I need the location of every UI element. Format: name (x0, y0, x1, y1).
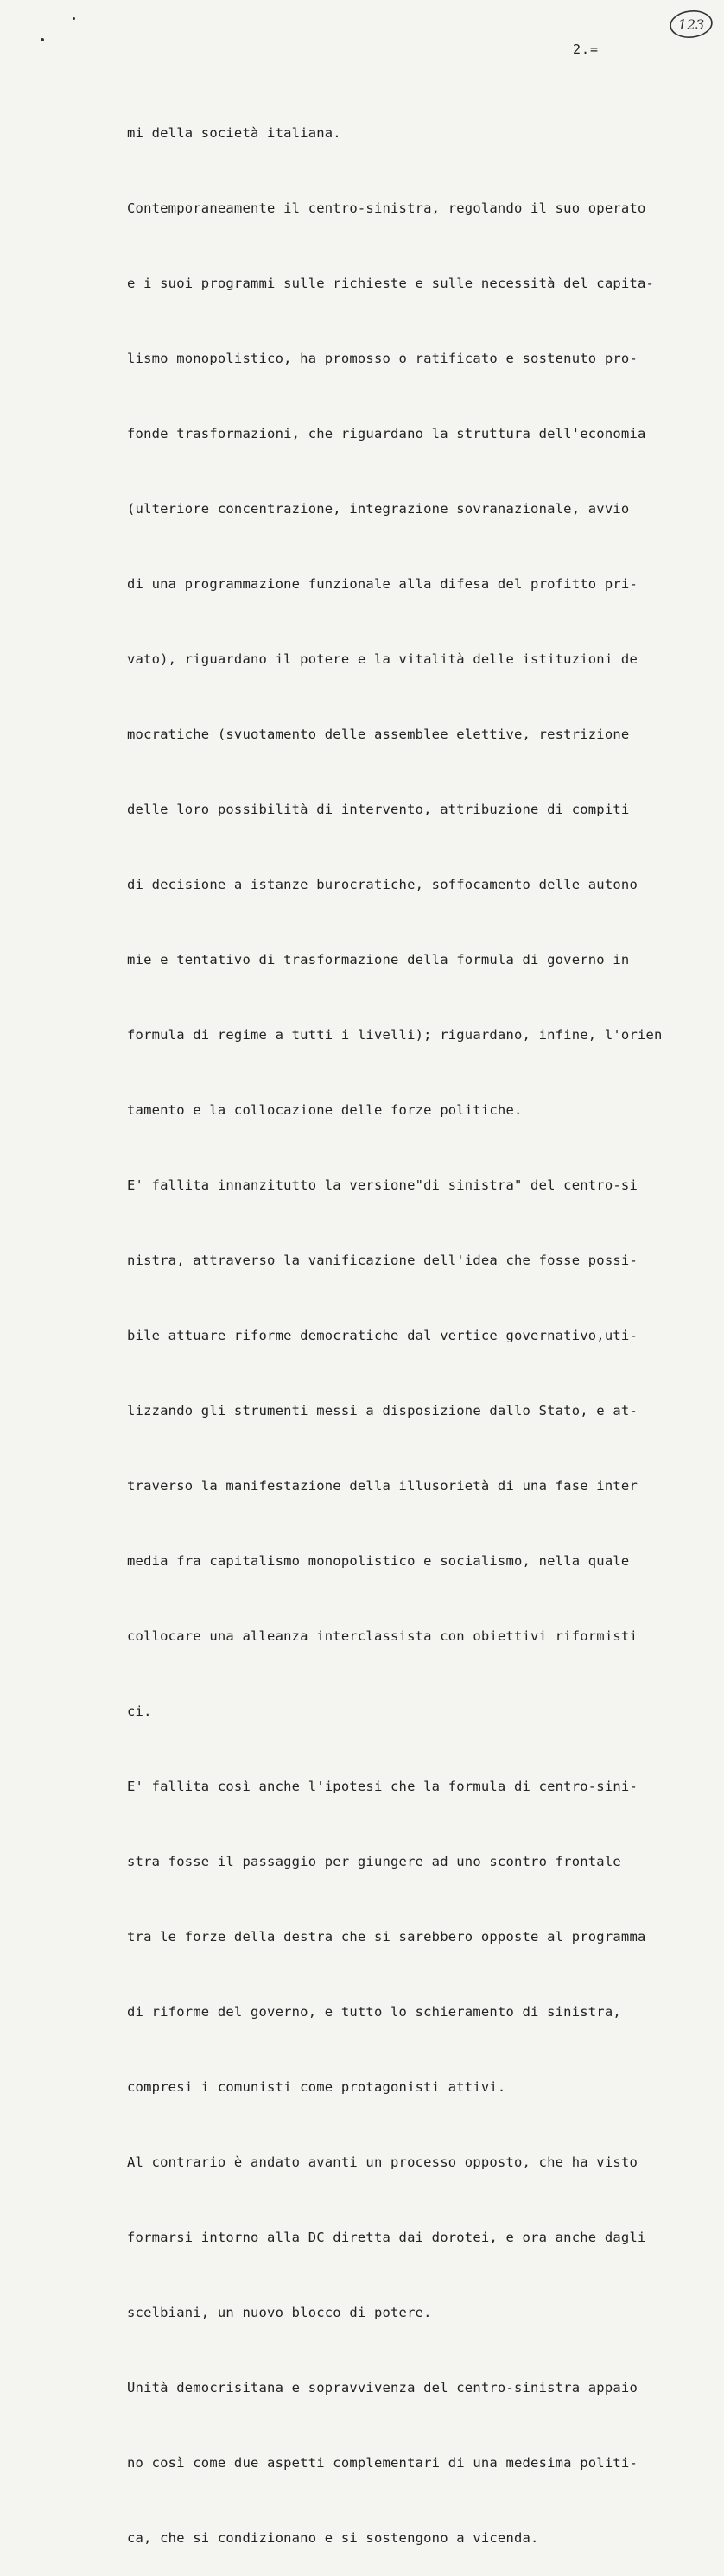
paper-speck-1 (73, 17, 75, 20)
text-line: Al contrario è andato avanti un processo opposto, che ha visto (127, 2154, 638, 2170)
text-line: compresi i comunisti come protagonisti attivi. (127, 2079, 506, 2095)
text-line: vato), riguardano il potere e la vitalità delle istituzioni de (127, 651, 638, 667)
text-line: mie e tentativo di trasformazione della formula di governo in (127, 952, 630, 968)
text-line: Unità democrisitana e sopravvivenza del centro-sinistra appaio (127, 2380, 638, 2395)
text-line: lizzando gli strumenti messi a disposizione dallo Stato, e at- (127, 1403, 638, 1418)
text-line: nistra, attraverso la vanificazione dell'idea che fosse possi- (127, 1253, 638, 1268)
text-line: formula di regime a tutti i livelli); riguardano, infine, l'orien (127, 1027, 663, 1043)
text-line: scelbiani, un nuovo blocco di potere. (127, 2305, 432, 2320)
text-line: delle loro possibilità di intervento, attribuzione di compiti (127, 802, 630, 817)
text-line: fonde trasformazioni, che riguardano la struttura dell'economia (127, 426, 646, 441)
text-line: E' fallita innanzitutto la versione"di sinistra" del centro-si (127, 1177, 638, 1193)
text-line: ci. (127, 1704, 152, 1719)
text-line: ca, che si condizionano e si sostengono a vicenda. (127, 2530, 539, 2546)
text-line: bile attuare riforme democratiche dal vertice governativo,uti- (127, 1328, 638, 1343)
archive-number-stamp (667, 7, 715, 41)
text-line: di riforme del governo, e tutto lo schieramento di sinistra, (127, 2004, 621, 2020)
text-line: stra fosse il passaggio per giungere ad uno scontro frontale (127, 1854, 621, 1869)
text-line: collocare una alleanza interclassista con obiettivi riformisti (127, 1628, 638, 1644)
text-line: di una programmazione funzionale alla difesa del profitto pri- (127, 576, 638, 592)
page-number: 2.= (573, 41, 600, 57)
text-line: E' fallita così anche l'ipotesi che la formula di centro-sini- (127, 1779, 638, 1794)
text-line: (ulteriore concentrazione, integrazione sovranazionale, avvio (127, 501, 630, 517)
text-line: lismo monopolistico, ha promosso o ratificato e sostenuto pro- (127, 351, 638, 366)
text-line: di decisione a istanze burocratiche, soffocamento delle autono (127, 877, 638, 892)
text-line: traverso la manifestazione della illusorietà di una fase inter (127, 1478, 638, 1494)
paper-speck-2 (41, 38, 44, 41)
text-line: formarsi intorno alla DC diretta dai dorotei, e ora anche dagli (127, 2230, 646, 2245)
text-line: no così come due aspetti complementari di una medesima politi- (127, 2455, 638, 2471)
archive-number: 123 (677, 16, 705, 33)
document-body (127, 71, 697, 2576)
text-line: tra le forze della destra che si sarebbero opposte al programma (127, 1929, 646, 1945)
text-line: e i suoi programmi sulle richieste e sulle necessità del capita- (127, 276, 655, 291)
text-line: mi della società italiana. (127, 125, 341, 141)
text-line: Contemporaneamente il centro-sinistra, regolando il suo operato (127, 200, 646, 216)
text-line: tamento e la collocazione delle forze politiche. (127, 1102, 523, 1118)
text-line: media fra capitalismo monopolistico e socialismo, nella quale (127, 1553, 630, 1569)
text-line: mocratiche (svuotamento delle assemblee elettive, restrizione (127, 726, 630, 742)
